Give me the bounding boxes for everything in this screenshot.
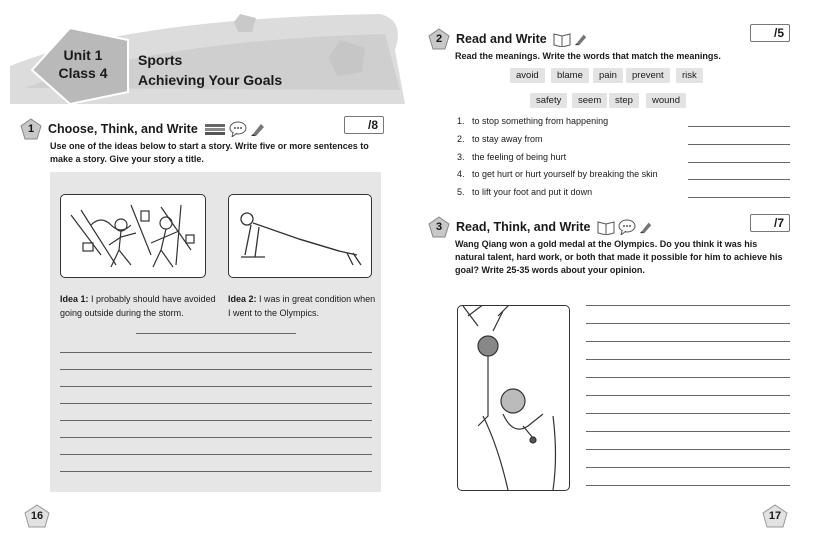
word-chip: step bbox=[609, 93, 639, 108]
idea1-text: I probably should have avoided going outside during the storm. bbox=[60, 294, 216, 318]
writing-line[interactable] bbox=[60, 369, 372, 370]
writing-line[interactable] bbox=[586, 431, 790, 432]
word-chip: pain bbox=[593, 68, 623, 83]
word-chip: seem bbox=[572, 93, 607, 108]
writing-line[interactable] bbox=[60, 454, 372, 455]
book-icon bbox=[553, 31, 571, 47]
section2-number: 2 bbox=[435, 33, 443, 45]
section2-score-box[interactable]: /5 bbox=[750, 24, 790, 42]
word-chip: risk bbox=[676, 68, 703, 83]
answer-line[interactable] bbox=[688, 179, 790, 180]
pencil-icon bbox=[250, 121, 266, 137]
writing-line[interactable] bbox=[60, 403, 372, 404]
writing-line[interactable] bbox=[586, 467, 790, 468]
definition-text: to stay away from bbox=[472, 134, 543, 144]
definition-number: 2. bbox=[457, 134, 465, 144]
word-chip: blame bbox=[551, 68, 589, 83]
answer-line[interactable] bbox=[688, 126, 790, 127]
writing-line[interactable] bbox=[586, 377, 790, 378]
definition-text: to get hurt or hurt yourself by breaking the skin bbox=[472, 169, 658, 179]
pencil-icon bbox=[574, 32, 588, 46]
section1-icons bbox=[204, 121, 266, 137]
topic-label: Sports bbox=[138, 52, 183, 68]
definition-text: to stop something from happening bbox=[472, 116, 609, 126]
right-page bbox=[410, 0, 813, 546]
plank-image-icon bbox=[229, 195, 371, 277]
definition-text: the feeling of being hurt bbox=[472, 152, 567, 162]
section3-header bbox=[428, 216, 653, 238]
idea1-label: Idea 1: bbox=[60, 294, 89, 304]
plank-illustration bbox=[228, 194, 372, 278]
writing-line[interactable] bbox=[586, 323, 790, 324]
section3-icons bbox=[597, 219, 653, 235]
section2-icons bbox=[553, 31, 588, 47]
section1-header bbox=[20, 118, 266, 140]
page-number-right-label: 17 bbox=[768, 510, 782, 522]
section2-header bbox=[428, 28, 588, 50]
lesson-title bbox=[138, 50, 282, 90]
word-chip: safety bbox=[530, 93, 567, 108]
section3-number: 3 bbox=[435, 221, 443, 233]
word-chip: prevent bbox=[626, 68, 670, 83]
page-number-right bbox=[762, 504, 788, 528]
definition-number: 1. bbox=[457, 116, 465, 126]
definition-number: 3. bbox=[457, 152, 465, 162]
writing-line[interactable] bbox=[60, 352, 372, 353]
word-chip: avoid bbox=[510, 68, 545, 83]
writing-line[interactable] bbox=[586, 359, 790, 360]
storm-image-icon bbox=[61, 195, 205, 277]
writing-line[interactable] bbox=[60, 386, 372, 387]
writing-line[interactable] bbox=[586, 305, 790, 306]
writing-line[interactable] bbox=[60, 420, 372, 421]
writing-line[interactable] bbox=[60, 437, 372, 438]
idea1 bbox=[60, 292, 218, 320]
pentagon-icon bbox=[20, 118, 42, 140]
writing-line[interactable] bbox=[586, 413, 790, 414]
storm-illustration bbox=[60, 194, 206, 278]
section2-title: Read and Write bbox=[456, 32, 547, 46]
pentagon-icon bbox=[428, 28, 450, 50]
answer-line[interactable] bbox=[688, 197, 790, 198]
definition-number: 4. bbox=[457, 169, 465, 179]
unit-class-label bbox=[44, 46, 122, 82]
page-number-left-label: 16 bbox=[30, 510, 44, 522]
book-icon bbox=[204, 122, 226, 136]
subtitle-label: Achieving Your Goals bbox=[138, 72, 283, 88]
writing-line[interactable] bbox=[586, 485, 790, 486]
answer-line[interactable] bbox=[688, 162, 790, 163]
idea2 bbox=[228, 292, 378, 320]
story-title-line[interactable] bbox=[136, 333, 296, 334]
word-chip: wound bbox=[646, 93, 686, 108]
section3-instructions: Wang Qiang won a gold medal at the Olympics. Do you think it was his natural talent, hard work, or both that made it possible for him to achieve his goal? Write 25-35 words about your opinion. bbox=[455, 239, 783, 275]
section1-number: 1 bbox=[27, 123, 35, 135]
section3-score-box[interactable]: /7 bbox=[750, 214, 790, 232]
writing-line[interactable] bbox=[60, 471, 372, 472]
athlete-photo bbox=[457, 305, 570, 491]
class-label: Class 4 bbox=[58, 65, 108, 81]
writing-line[interactable] bbox=[586, 449, 790, 450]
speech-bubble-icon bbox=[229, 121, 247, 137]
story-writing-area bbox=[50, 172, 381, 492]
section1-instructions: Use one of the ideas below to start a story. Write five or more sentences to make a story. Give your story a title. bbox=[50, 141, 369, 164]
pencil-icon bbox=[639, 220, 653, 234]
idea2-text: I was in great condition when I went to the Olympics. bbox=[228, 294, 376, 318]
answer-line[interactable] bbox=[688, 144, 790, 145]
section1-score-box[interactable]: /8 bbox=[344, 116, 384, 134]
section2-instructions: Read the meanings. Write the words that match the meanings. bbox=[455, 51, 721, 61]
writing-line[interactable] bbox=[586, 395, 790, 396]
section1-title: Choose, Think, and Write bbox=[48, 122, 198, 136]
book-icon bbox=[597, 219, 615, 235]
pentagon-icon bbox=[428, 216, 450, 238]
speech-bubble-icon bbox=[618, 219, 636, 235]
definition-text: to lift your foot and put it down bbox=[472, 187, 593, 197]
idea2-label: Idea 2: bbox=[228, 294, 257, 304]
left-page bbox=[0, 0, 400, 546]
gold-medal-athlete-icon bbox=[458, 306, 569, 490]
definition-number: 5. bbox=[457, 187, 465, 197]
unit-label: Unit 1 bbox=[63, 47, 103, 63]
writing-line[interactable] bbox=[586, 341, 790, 342]
page-number-left bbox=[24, 504, 50, 528]
section3-title: Read, Think, and Write bbox=[456, 220, 591, 234]
